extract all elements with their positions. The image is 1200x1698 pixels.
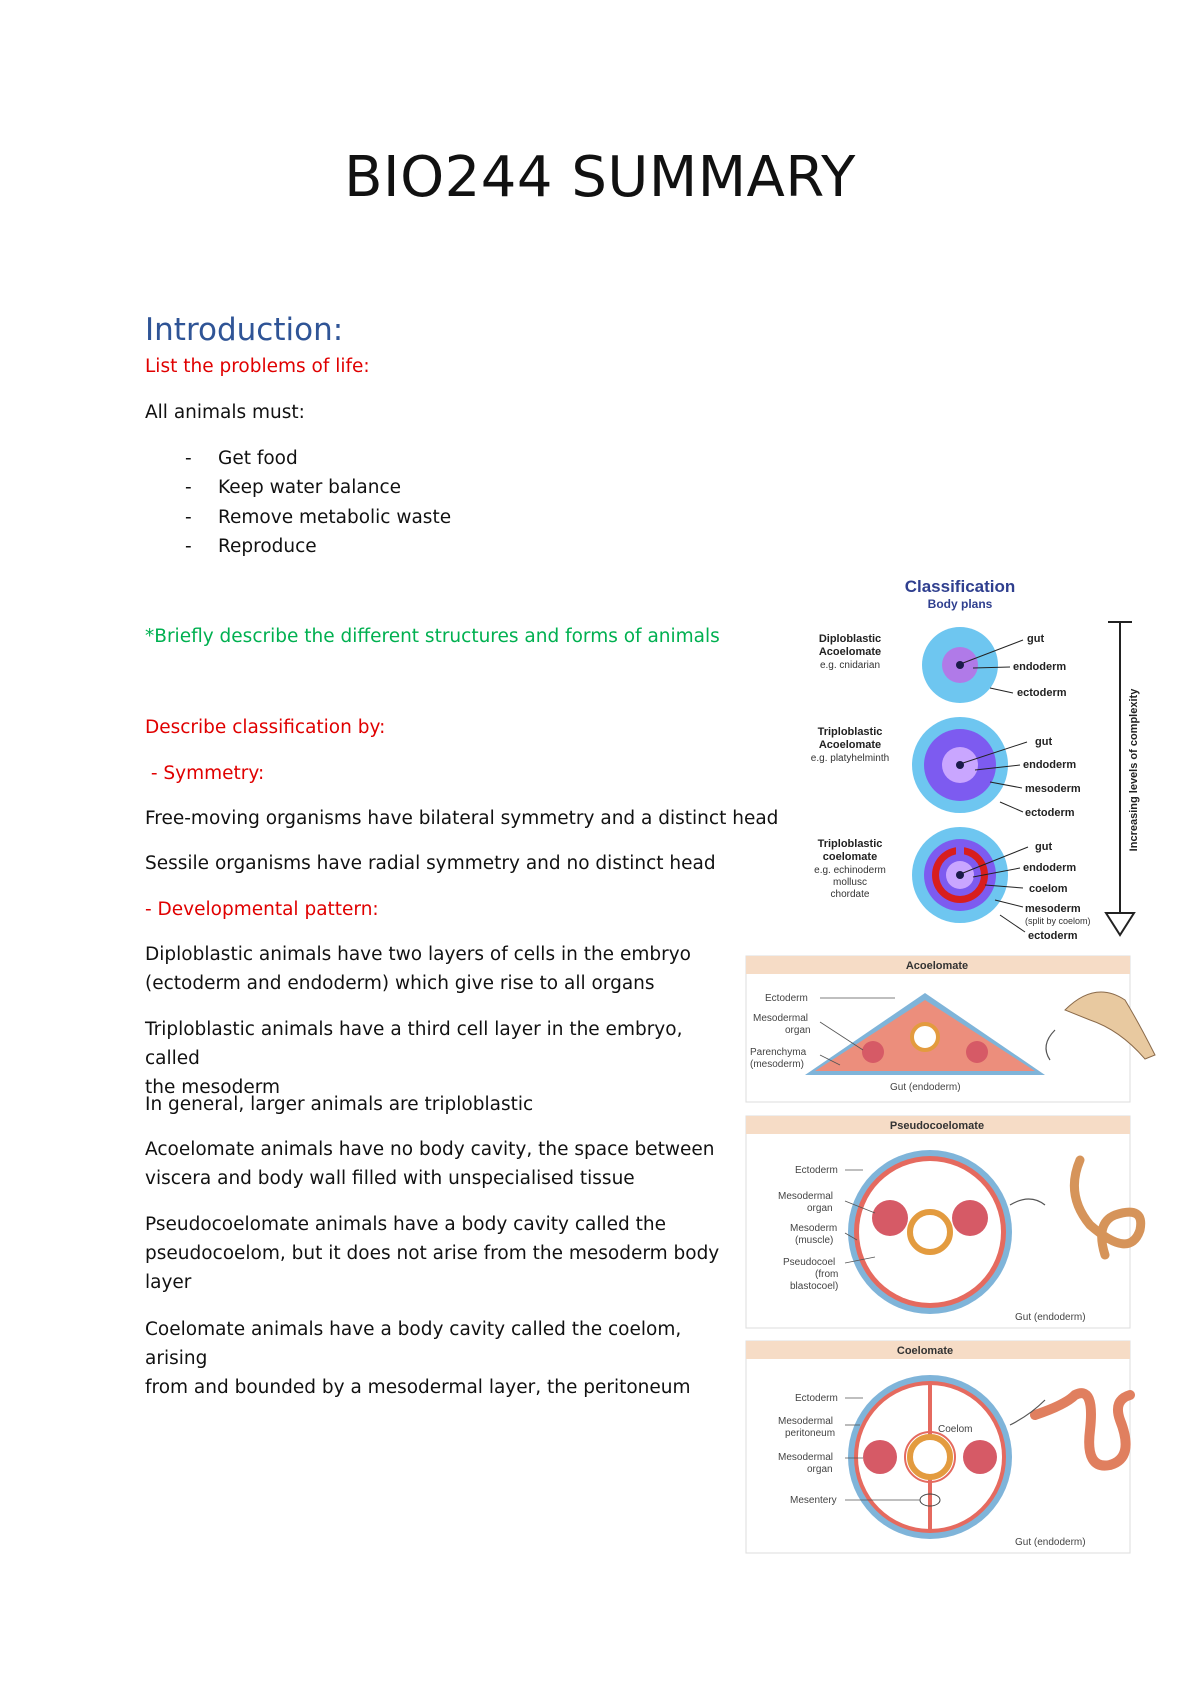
plan2-name-line1: Triploblastic [817, 726, 883, 738]
plan3-gut [956, 871, 964, 879]
plan2-label-mesoderm: mesoderm [1025, 783, 1081, 795]
pseudocoelomate-organ-left [872, 1200, 908, 1236]
figure-subtitle: Body plans [927, 597, 993, 611]
pseudocoelomate-label-organ: organ [807, 1203, 833, 1214]
acoelomate-figure [745, 955, 1165, 1105]
symmetry-heading: - Symmetry: [145, 763, 265, 784]
paragraph-coelomate: Coelomate animals have a body cavity called the coelom, arising from and bounded by a mesodermal layer, the peritoneum [145, 1319, 691, 1398]
classification-prompt: Describe classification by: [145, 717, 386, 738]
paragraph-pseudocoelomate: Pseudocoelomate animals have a body cavity called the pseudocoelom, but it does not arise from the mesoderm body layer [145, 1214, 720, 1293]
section-heading-introduction: Introduction: [145, 312, 344, 348]
pseudocoelomate-label-mesoderm: Mesoderm [790, 1223, 838, 1234]
bullet-reproduce: Reproduce [218, 536, 317, 557]
plan2-label-gut: gut [1035, 736, 1053, 748]
acoelomate-label-mesoderm: (mesoderm) [750, 1059, 804, 1070]
plan2-label-ectoderm: ectoderm [1025, 807, 1075, 819]
pseudocoelomate-figure [745, 1115, 1165, 1330]
bullet-get-food: Get food [218, 448, 298, 469]
pseudocoelomate-gut [910, 1212, 950, 1252]
coelomate-organ-left [863, 1440, 897, 1474]
acoelomate-label-mesodermal: Mesodermal [753, 1013, 809, 1024]
bullet-dash: - [185, 507, 192, 528]
bullet-metabolic-waste: Remove metabolic waste [218, 507, 452, 528]
coelomate-label-mesodermal-2: Mesodermal [778, 1452, 834, 1463]
plan3-label-endoderm: endoderm [1023, 862, 1077, 874]
paragraph-diploblastic: Diploblastic animals have two layers of cells in the embryo (ectoderm and endoderm) which give rise to all organs [145, 944, 691, 994]
paragraph-acoelomate: Acoelomate animals have no body cavity, the space between viscera and body wall filled with unspecialised tissue [145, 1139, 715, 1189]
coelomate-label-mesentery: Mesentery [790, 1495, 837, 1506]
plan3-name-line2: coelomate [822, 851, 878, 863]
pseudocoelomate-label-mesodermal: Mesodermal [778, 1191, 834, 1202]
symmetry-line-radial: Sessile organisms have radial symmetry and no distinct head [145, 853, 716, 874]
acoelomate-label-organ: organ [785, 1025, 811, 1036]
pseudocoelomate-label-muscle: (muscle) [795, 1235, 834, 1246]
plan1-label-ectoderm: ectoderm [1017, 687, 1067, 699]
pseudocoelomate-label-from: (from [815, 1269, 839, 1280]
coelomate-header: Coelomate [896, 1345, 954, 1357]
pseudocoelomate-label-ectoderm: Ectoderm [795, 1165, 838, 1176]
acoelomate-organ-right [966, 1041, 988, 1063]
structures-prompt: *Briefly describe the different structures and forms of animals [145, 626, 720, 647]
pseudocoelomate-label-pseudocoel: Pseudocoel [783, 1257, 836, 1268]
acoelomate-gut [912, 1024, 938, 1050]
plan1-name-line1: Diploblastic [818, 633, 882, 645]
classification-body-plans-figure [795, 570, 1145, 940]
acoelomate-label-parenchyma: Parenchyma [750, 1047, 807, 1058]
animals-must-text: All animals must: [145, 402, 305, 423]
plan3-label-ectoderm: ectoderm [1028, 930, 1078, 940]
plan2-name-line2: Acoelomate [818, 739, 882, 751]
bullet-dash: - [185, 536, 192, 557]
document-title: BIO244 SUMMARY [344, 145, 856, 210]
plan2-label-endoderm: endoderm [1023, 759, 1077, 771]
coelomate-organ-right [963, 1440, 997, 1474]
plan2-example: e.g. platyhelminth [810, 753, 890, 764]
plan3-example-line2: mollusc [833, 877, 867, 888]
coelomate-label-gut: Gut (endoderm) [1015, 1537, 1086, 1548]
plan3-mesentery [956, 847, 964, 855]
acoelomate-label-ectoderm: Ectoderm [765, 993, 808, 1004]
coelomate-figure [745, 1340, 1165, 1555]
bullet-water-balance: Keep water balance [218, 477, 402, 498]
coelomate-label-mesodermal-1: Mesodermal [778, 1416, 834, 1427]
plan1-name-line2: Acoelomate [818, 646, 882, 658]
complexity-arrow-head [1106, 913, 1134, 935]
plan3-example-line1: e.g. echinoderm [814, 865, 886, 876]
plan1-example: e.g. cnidarian [819, 660, 881, 671]
coelomate-label-organ: organ [807, 1464, 833, 1475]
pseudocoelomate-organ-right [952, 1200, 988, 1236]
pseudocoelomate-header: Pseudocoelomate [889, 1120, 985, 1132]
plan3-name-line1: Triploblastic [817, 838, 883, 850]
coelomate-label-peritoneum: peritoneum [785, 1428, 836, 1439]
pseudocoelomate-label-blastocoel: blastocoel) [790, 1281, 839, 1292]
plan2-gut [956, 761, 964, 769]
figure-title: Classification [904, 577, 1016, 596]
problems-prompt: List the problems of life: [145, 356, 370, 377]
coelomate-label-ectoderm: Ectoderm [795, 1393, 838, 1404]
plan3-example-line3: chordate [830, 889, 870, 900]
coelomate-gut [910, 1437, 950, 1477]
acoelomate-header: Acoelomate [905, 960, 969, 972]
developmental-heading: - Developmental pattern: [145, 899, 379, 920]
coelomate-ventral-mesentery [928, 1475, 932, 1530]
plan1-label-endoderm: endoderm [1013, 661, 1067, 673]
pseudocoelomate-label-gut: Gut (endoderm) [1015, 1312, 1086, 1323]
bullet-dash: - [185, 477, 192, 498]
paragraph-larger-animals: In general, larger animals are triploblastic [145, 1094, 534, 1115]
plan3-label-coelom: coelom [1029, 883, 1068, 895]
paragraph-triploblastic: Triploblastic animals have a third cell layer in the embryo, called the mesoderm [145, 1019, 683, 1098]
plan3-label-gut: gut [1035, 841, 1053, 853]
acoelomate-label-gut: Gut (endoderm) [890, 1082, 961, 1093]
symmetry-line-bilateral: Free-moving organisms have bilateral symmetry and a distinct head [145, 808, 779, 829]
plan3-label-mesoderm: mesoderm [1025, 903, 1081, 915]
bullet-dash: - [185, 448, 192, 469]
complexity-axis-label: Increasing levels of complexity [1128, 688, 1140, 852]
acoelomate-organ-left [862, 1041, 884, 1063]
plan1-gut [956, 661, 964, 669]
coelomate-label-coelom: Coelom [938, 1424, 973, 1435]
plan3-label-split: (split by coelom) [1025, 916, 1091, 926]
plan1-label-gut: gut [1027, 633, 1045, 645]
